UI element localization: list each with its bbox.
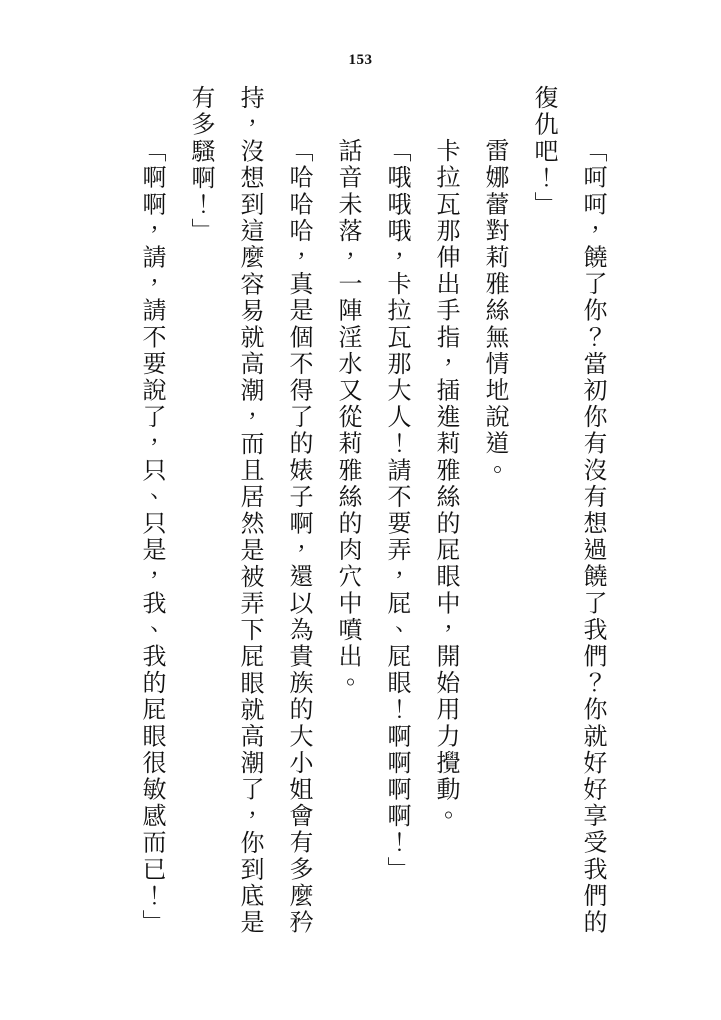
page-number: 153 [348,52,373,68]
text-column: 話音未落，一陣淫水又從莉雅絲的肉穴中噴出。 [334,138,360,697]
text-column: 「呵呵，饒了你？當初你有沒有想過饒了我們？你就好好享受我們的 [579,138,605,936]
text-column: 雷娜蕾對莉雅絲無情地說道。 [481,138,507,484]
text-column: 卡拉瓦那伸出手指，插進莉雅絲的屁眼中，開始用力攪動。 [432,138,458,830]
text-column: 復仇吧！」 [530,85,556,218]
vertical-text-block [138,85,605,965]
text-column: 「啊啊，請，請不要說了，只、只是，我、我的屁眼很敏感而已！」 [138,138,164,936]
text-column: 有多騷啊！」 [187,85,213,245]
text-column: 持，沒想到這麼容易就高潮，而且居然是被弄下屁眼就高潮了，你到底是 [236,85,262,937]
text-column: 「哦哦哦，卡拉瓦那大人！請不要弄，屁、屁眼！啊啊啊啊！」 [383,138,409,883]
text-column: 「哈哈哈，真是個不得了的婊子啊，還以為貴族的大小姐會有多麼矜 [285,138,311,936]
